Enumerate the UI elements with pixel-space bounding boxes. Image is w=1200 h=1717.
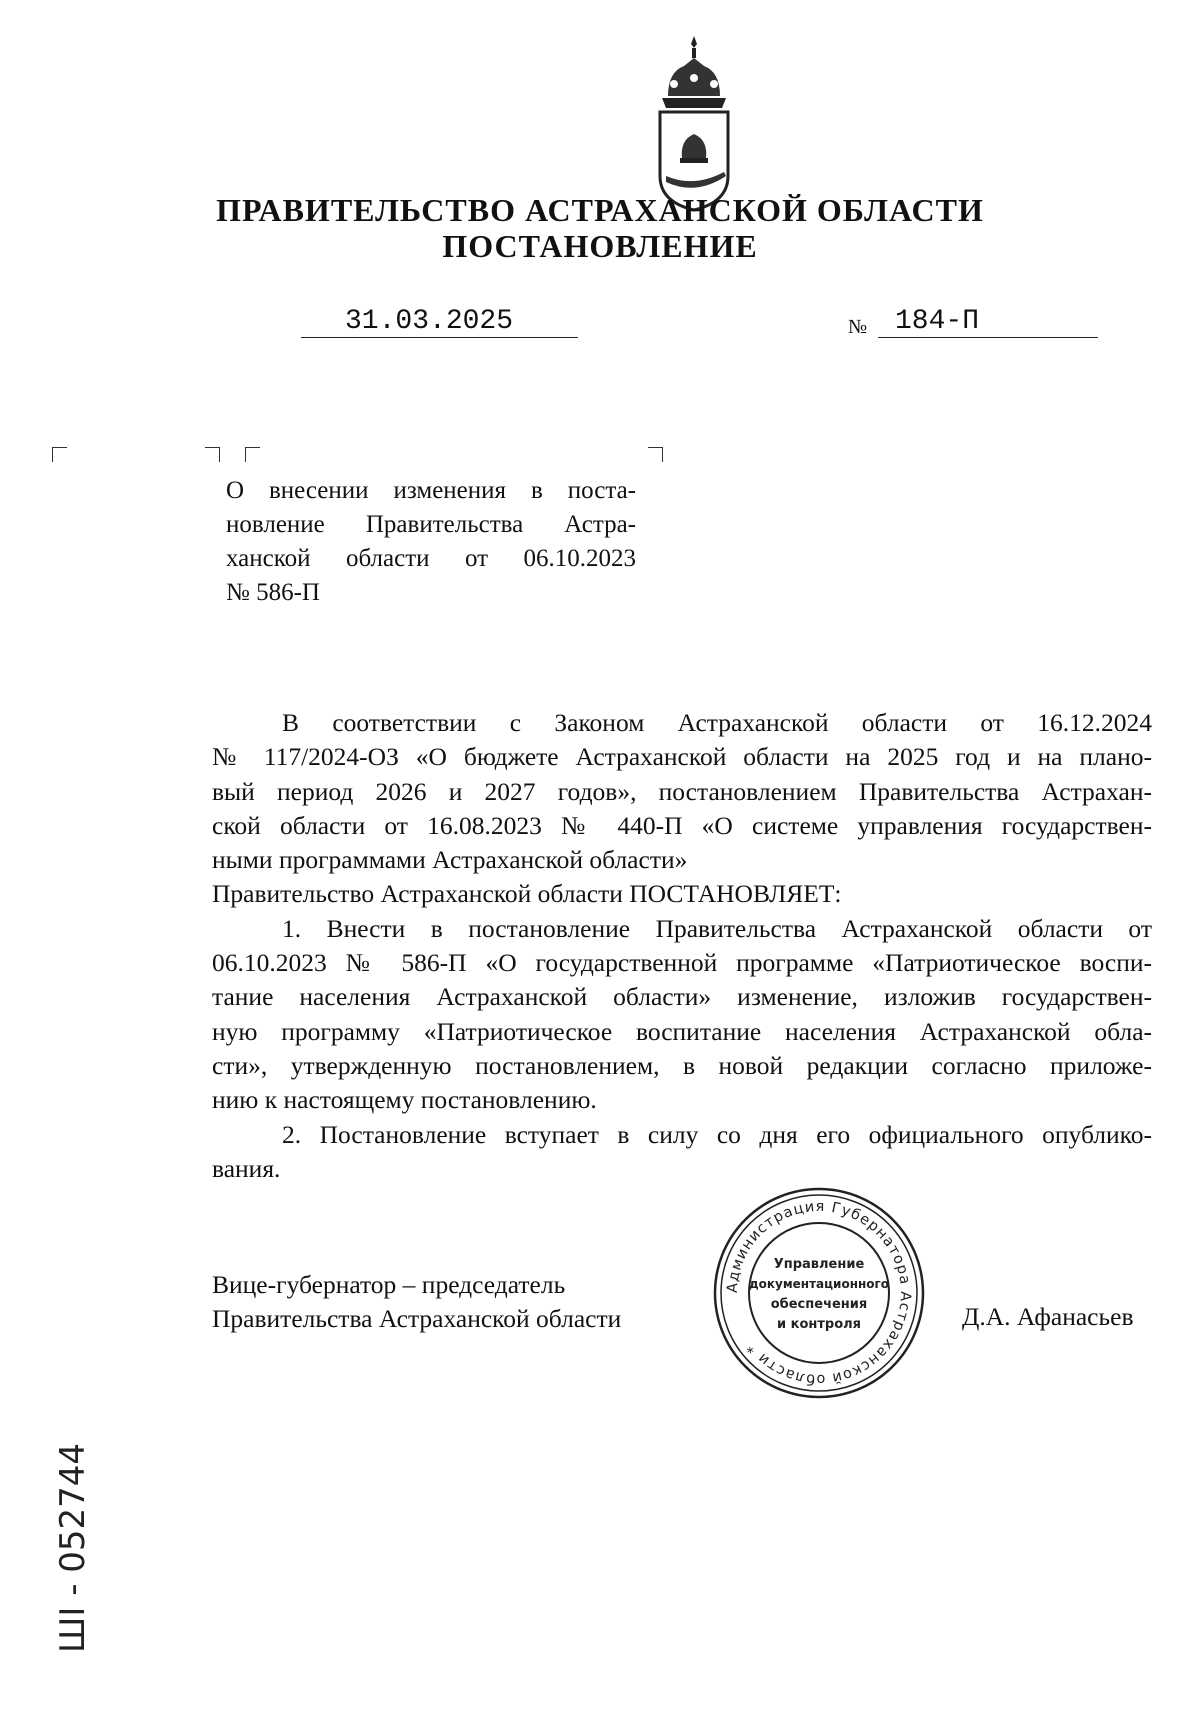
signatory-title-line: Вице-губернатор – председатель	[212, 1270, 566, 1299]
blank-serial-number	[36, 1405, 106, 1655]
item1-line: тание населения Астраханской области» изменение, изложив государствен-	[212, 982, 1152, 1012]
number-sign: №	[848, 316, 868, 338]
item2-line: 2. Постановление вступает в силу со дня его официального опублико-	[282, 1119, 1152, 1149]
signatory-name: Д.А. Афанасьев	[962, 1302, 1134, 1331]
official-stamp	[712, 1186, 926, 1400]
preamble-line: В соответствии с Законом Астраханской области от 16.12.2024	[282, 708, 1152, 737]
serial-text: ШІ - 052744	[53, 1442, 93, 1653]
document-date: 31.03.2025	[345, 306, 514, 337]
stamp-ring-text: Администрация Губернатора Астраханской области *	[724, 1198, 914, 1388]
document-type-title: ПОСТАНОВЛЕНИЕ	[442, 228, 758, 264]
subject-line: ханской области от 06.10.2023	[226, 545, 636, 572]
stamp-center-line: обеспечения	[770, 1297, 868, 1312]
stamp-center-line: Управление	[773, 1257, 865, 1272]
subject-line: № 586-П	[226, 579, 320, 606]
stamp-center-line: документационного	[748, 1277, 890, 1291]
preamble-line: ской области от 16.08.2023 № 440-П «О системе управления государствен-	[212, 810, 1152, 840]
document-body	[212, 706, 1152, 1186]
margin-corner-mark	[52, 447, 67, 462]
subject-corner-mark	[245, 447, 260, 462]
document-number: 184-П	[895, 306, 980, 337]
coat-of-arms-emblem	[654, 36, 734, 212]
item1-line: нию к настоящему постановлению.	[212, 1085, 597, 1115]
item2-line: вания.	[212, 1153, 281, 1183]
document-subject	[226, 474, 636, 610]
subject-line: новление Правительства Астра-	[226, 511, 636, 538]
item1-line: сти», утвержденную постановлением, в новой редакции согласно приложе-	[212, 1050, 1152, 1080]
decree-line: Правительство Астраханской области ПОСТАНОВЛЯЕТ:	[212, 879, 842, 909]
organization-title: ПРАВИТЕЛЬСТВО АСТРАХАНСКОЙ ОБЛАСТИ	[216, 192, 984, 228]
item1-line: 1. Внести в постановление Правительства Астраханской области от	[282, 913, 1152, 943]
subject-corner-mark	[648, 447, 663, 462]
preamble-line: вый период 2026 и 2027 годов», постановлением Правительства Астрахан-	[212, 776, 1152, 806]
signatory-title-line: Правительства Астраханской области	[212, 1304, 622, 1333]
item1-line: ную программу «Патриотическое воспитание населения Астраханской обла-	[212, 1016, 1152, 1046]
svg-text:Администрация Губернатора Астр	[725, 1199, 913, 1387]
item1-line: 06.10.2023 № 586-П «О государственной программе «Патриотическое воспи-	[212, 948, 1152, 978]
preamble-line: ными программами Астраханской области»	[212, 845, 688, 875]
preamble-line: № 117/2024-ОЗ «О бюджете Астраханской области на 2025 год и на плано-	[212, 742, 1152, 772]
signatory-title	[212, 1268, 621, 1336]
margin-corner-mark	[205, 447, 220, 462]
stamp-center-line: и контроля	[776, 1317, 862, 1332]
subject-line: О внесении изменения в поста-	[226, 477, 636, 504]
